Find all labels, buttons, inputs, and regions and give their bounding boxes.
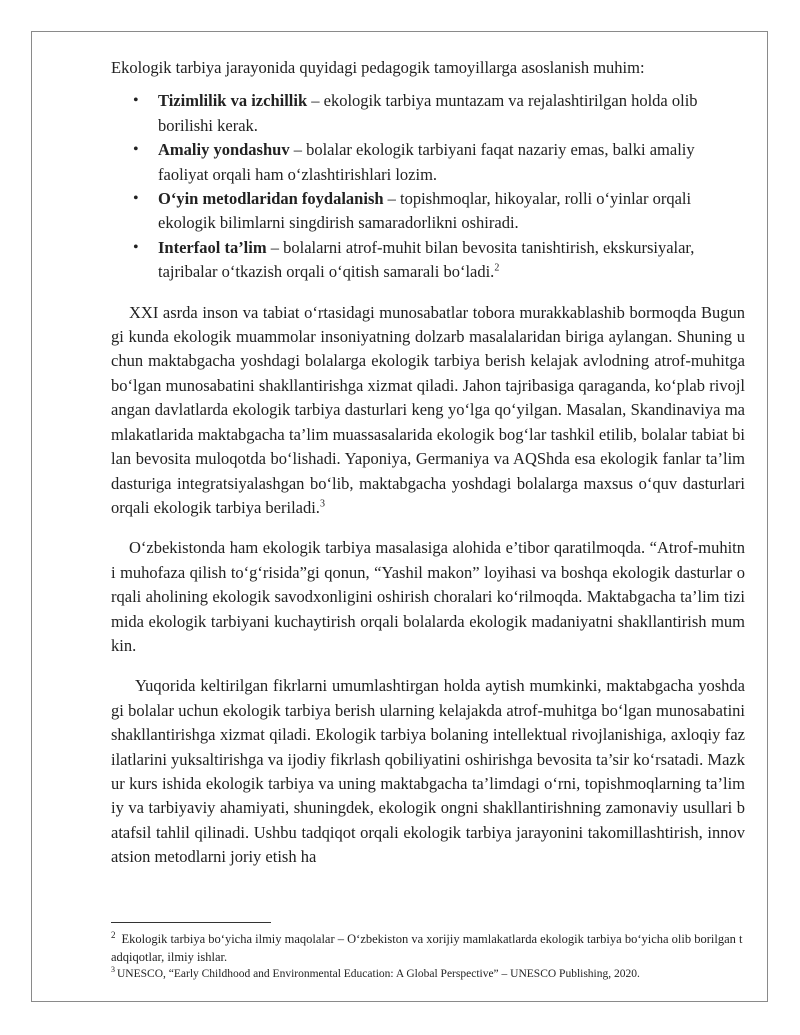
- principle-text: – bolalarni atrof-muhit bilan bevosita tanishtirish, ekskursiyalar, tajribalar o‘tkazish orqali o‘qitish samarali bo‘ladi.: [158, 237, 695, 282]
- footnote-ref[interactable]: 3: [319, 498, 325, 510]
- document-body: [111, 48, 745, 870]
- principle-term: Interfaol ta’lim: [158, 237, 267, 257]
- footnote-ref[interactable]: 2: [494, 262, 500, 274]
- principle-text: – ekologik tarbiya muntazam va rejalashtirilgan holda olib borilishi kerak.: [158, 91, 698, 135]
- paragraph-world-experience: [111, 301, 745, 521]
- principle-term: O‘yin metodlaridan foydalanish: [158, 189, 384, 209]
- footnote-mark: 3: [111, 965, 115, 975]
- paragraph-summary: Yuqorida keltirilgan fikrlarni umumlashtirgan holda aytish mumkinki, maktabgacha yoshdagi bolalar uchun ekologik tarbiya berish ularning kelajakda atrof-muhitga bo‘lgan munosabatini shakllantirishga xizmat qiladi. Ekologik tarbiya bolaning intellektual rivojlanishiga, axloqiy fazilatlarini yuksaltirishga va ijodiy fikrlash qobiliyatini oshirishga bevosita ta’sir ko‘rsatadi. Mazkur kurs ishida ekologik tarbiya va uning maktabgacha ta’limdagi o‘rni, topishmoqlarning ta’limiy va tarbiyaviy ahamiyati, shuningdek, ekologik ongni shakllantirishning zamonaviy usullari batafsil tahlil qilinadi. Ushbu tadqiqot orqali ekologik tarbiya jarayonini takomillashtirish, innovatsion metodlarni joriy etish ha: [111, 676, 745, 867]
- intro-text: Ekologik tarbiya jarayonida quyidagi pedagogik tamoyillarga asoslanish muhim:: [111, 58, 645, 77]
- principle-term: Tizimlilik va izchillik: [158, 91, 308, 111]
- principle-text: – bolalar ekologik tarbiyani faqat nazariy emas, balki amaliy faoliyat orqali ham o‘zlashtirishlari lozim.: [158, 140, 695, 184]
- paragraph-text: XXI asrda inson va tabiat o‘rtasidagi munosabatlar tobora murakkablashib bormoqda Bugungi kunda ekologik muammolar insoniyatning dolzarb masalalaridan biriga aylangan. Shuning uchun maktabgacha yoshdagi bolalarga ekologik tarbiya berish kelajak avlodning atrof-muhitga bo‘lgan munosabatini shakllantirishga xizmat qiladi. Jahon tajribasiga qaraganda, ko‘plab rivojlangan davlatlarda ekologik tarbiya dasturlari keng yo‘lga qo‘yilgan. Masalan, Skandinaviya mamlakatlarida maktabgacha ta’lim muassasalarida ekologik bog‘lar tashkil etilib, bolalar tabiat bilan bevosita muloqotda bo‘lishadi. Yaponiya, Germaniya va AQShda esa ekologik fanlar ta’lim dasturiga integratsiyalashgan bo‘lib, maktabgacha yoshdagi bolalarga maxsus o‘quv dasturlari orqali ekologik tarbiya beriladi.: [111, 302, 745, 517]
- footnote-3: [111, 966, 745, 982]
- list-item: [158, 89, 745, 138]
- principle-term: Amaliy yondashuv: [158, 140, 290, 160]
- footnote-2: [111, 930, 745, 966]
- principles-list: [111, 89, 745, 284]
- principle-text: – topishmoqlar, hikoyalar, rolli o‘yinlar orqali ekologik bilimlarni singdirish samaradorlikni oshiradi.: [158, 189, 692, 233]
- paragraph-uzbekistan: O‘zbekistonda ham ekologik tarbiya masalasiga alohida e’tibor qaratilmoqda. “Atrof-muhitni muhofaza qilish to‘g‘risida”gi qonun, “Yashil makon” loyihasi va boshqa ekologik dasturlar orqali aholining ekologik savodxonligini oshirish choralari ko‘rilmoqda. Maktabgacha ta’lim tizimida ekologik tarbiyani kuchaytirish orqali bolalarda ekologik madaniyatni shakllantirish mumkin.: [111, 538, 745, 655]
- footnote-text: Ekologik tarbiya bo‘yicha ilmiy maqolalar – O‘zbekiston va xorijiy mamlakatlarda ekologik tarbiya bo‘yicha olib borilgan tadqiqotlar, ilmiy ishlar.: [111, 932, 743, 964]
- footnote-divider: [111, 922, 271, 923]
- footnote-mark: 2: [111, 929, 116, 940]
- footnotes: [111, 930, 745, 982]
- list-item: [158, 187, 745, 236]
- list-item: [158, 236, 745, 285]
- list-item: [158, 138, 745, 187]
- footnote-text: UNESCO, “Early Childhood and Environmental Education: A Global Perspective” – UNESCO Publishing, 2020.: [117, 968, 640, 980]
